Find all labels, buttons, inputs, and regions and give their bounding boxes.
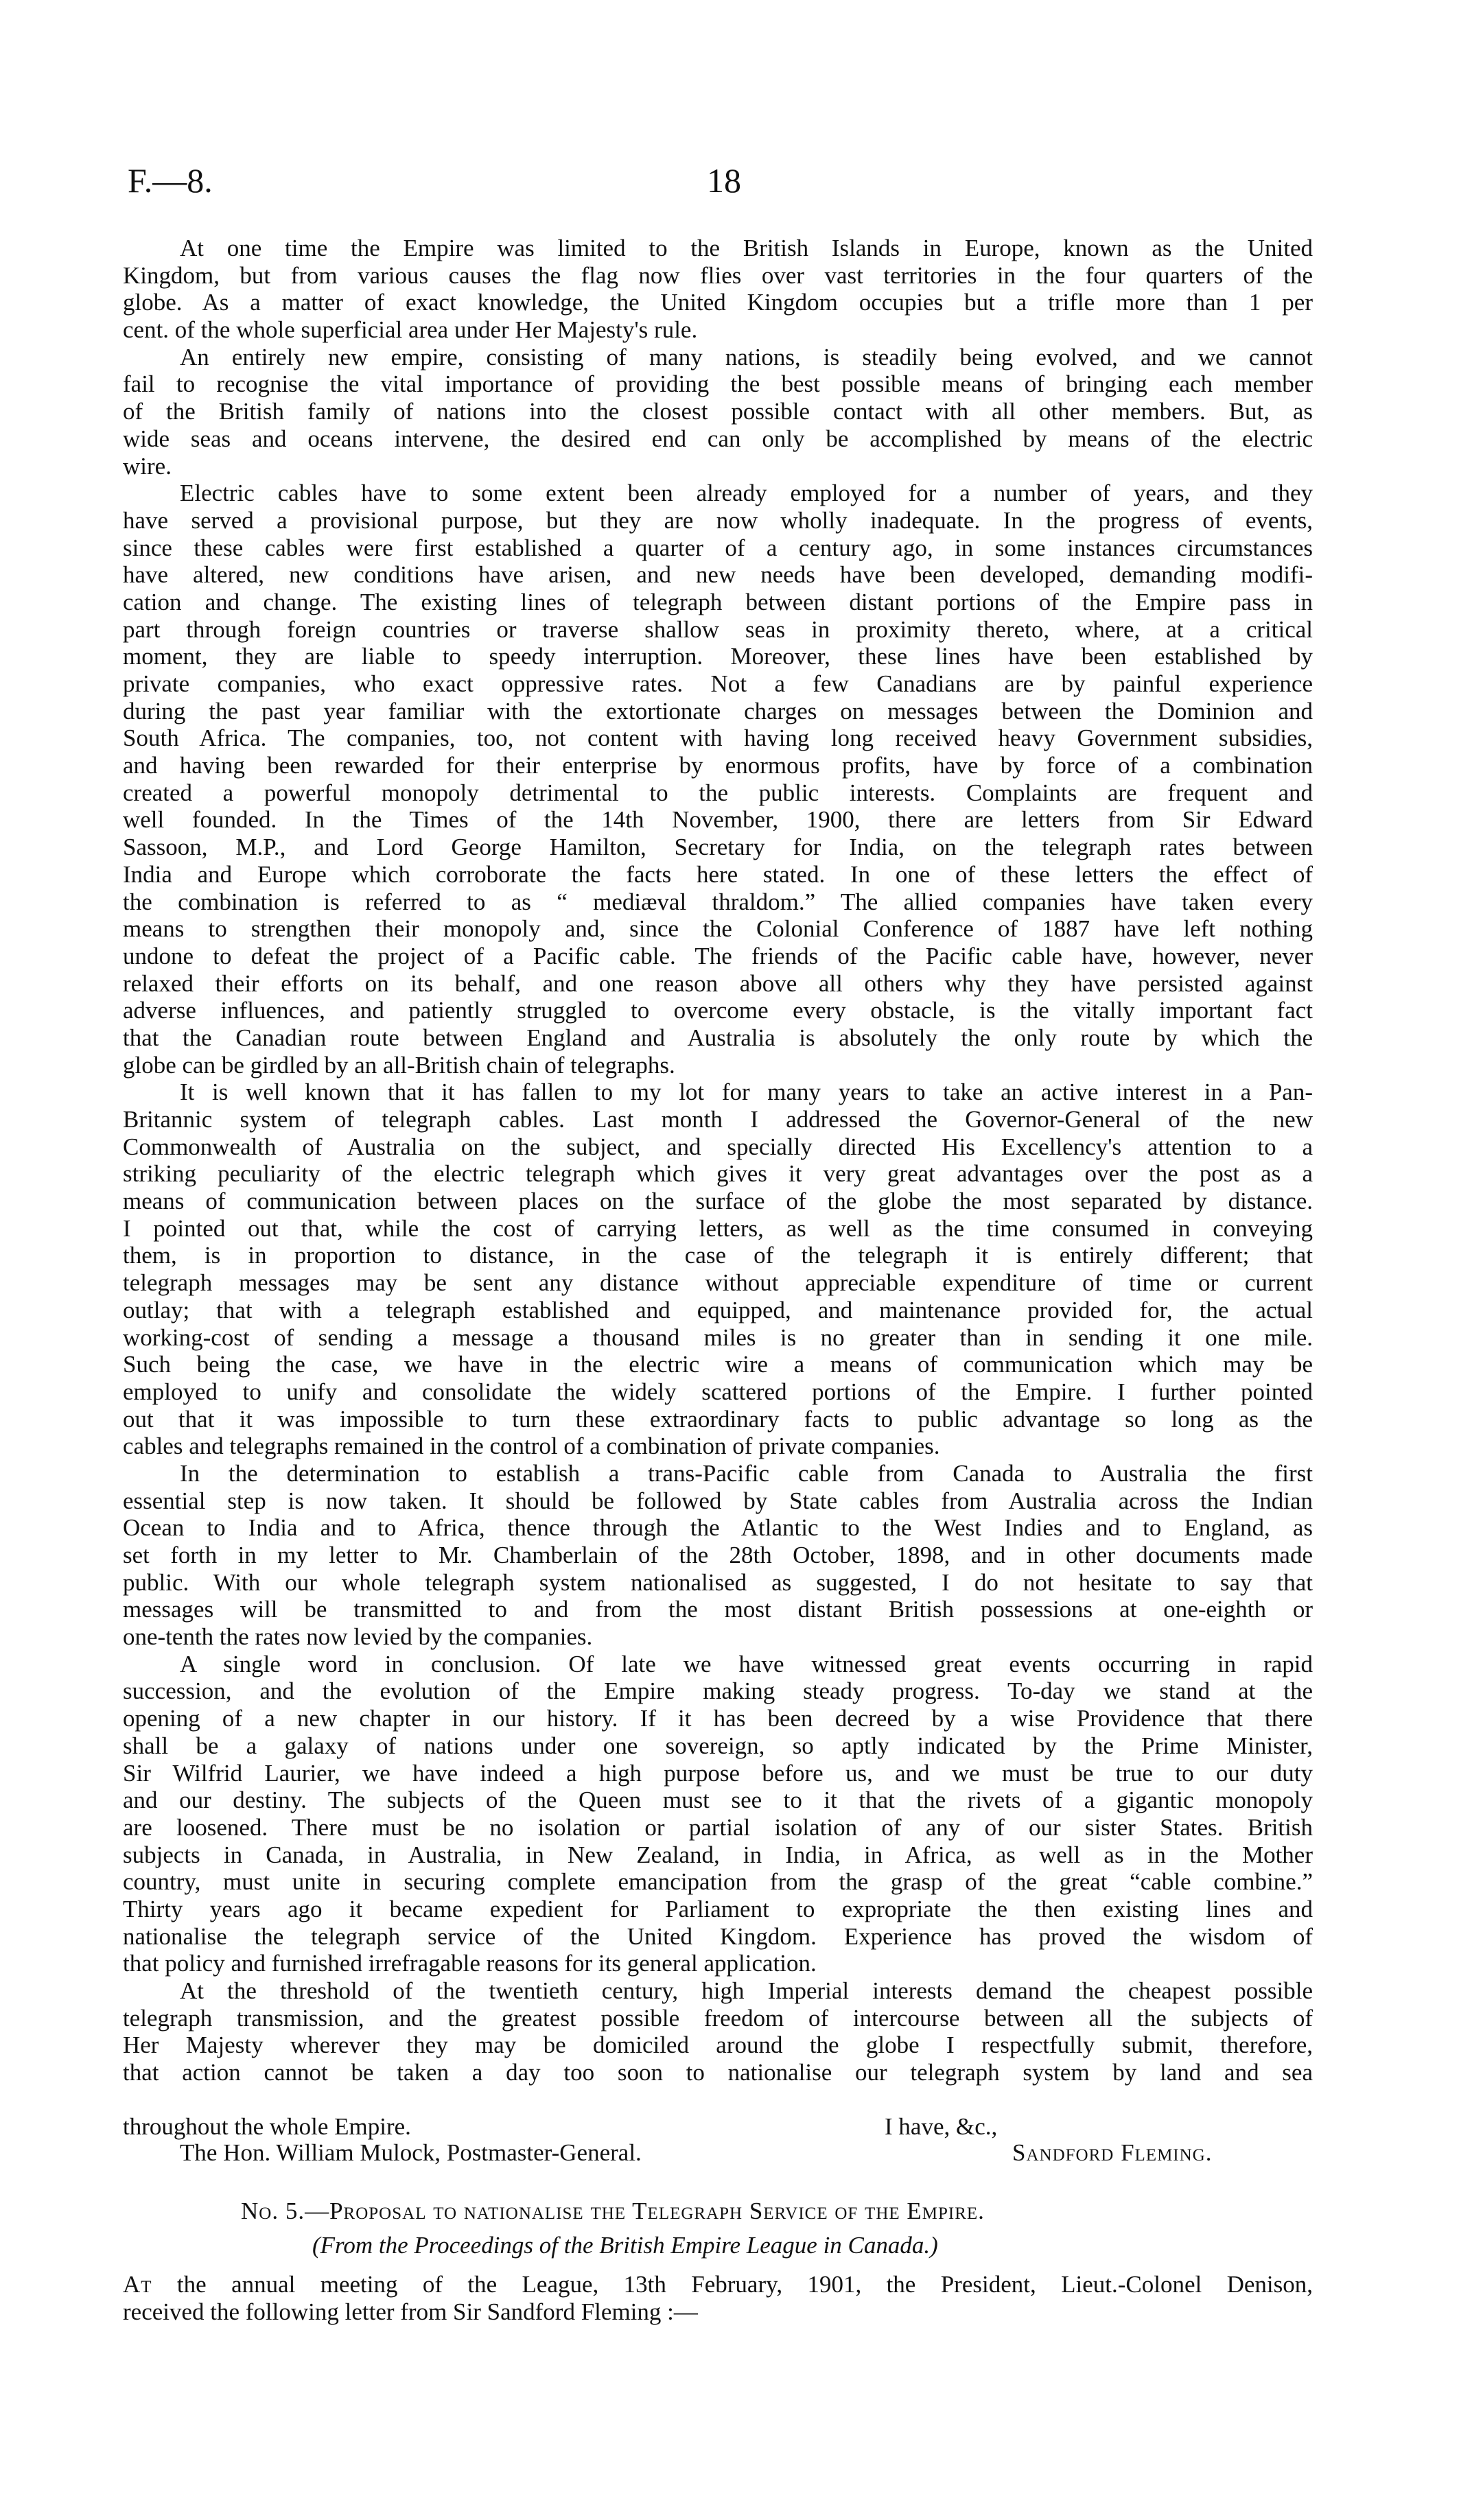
text-line: Commonwealth of Australia on the subject, and specially directed His Excellency's attention to a xyxy=(123,1133,1313,1160)
text-line: At the threshold of the twentieth century, high Imperial interests demand the cheapest possible xyxy=(180,1977,1313,2004)
letter-body xyxy=(123,235,1313,2086)
paragraph xyxy=(123,480,1313,1079)
text-line: striking peculiarity of the electric telegraph which gives it very great advantages over the post as a xyxy=(123,1160,1313,1188)
intro-line-1 xyxy=(123,2271,1313,2298)
text-line: wire. xyxy=(123,452,172,480)
text-line: during the past year familiar with the extortionate charges on messages between the Dominion and xyxy=(123,697,1313,725)
text-line: part through foreign countries or traverse shallow seas in proximity thereto, where, at a critical xyxy=(123,615,1313,643)
text-line: means of communication between places on the surface of the globe the most separated by distance. xyxy=(123,1188,1313,1215)
text-line: It is well known that it has fallen to my lot for many years to take an active interest in a Pan- xyxy=(180,1079,1313,1106)
text-line: fail to recognise the vital importance of providing the best possible means of bringing each member xyxy=(123,370,1313,398)
text-line: well founded. In the Times of the 14th November, 1900, there are letters from Sir Edward xyxy=(123,806,1313,834)
section-heading: No. 5.—Proposal to nationalise the Telegraph Service of the Empire. xyxy=(241,2198,985,2224)
text-line: Kingdom, but from various causes the flag now flies over vast territories in the four quarters of the xyxy=(123,261,1313,289)
text-line: adverse influences, and patiently struggled to overcome every obstacle, is the vitally important fact xyxy=(123,997,1313,1024)
text-line: moment, they are liable to speedy interruption. Moreover, these lines have been established by xyxy=(123,643,1313,670)
text-line: Ocean to India and to Africa, thence through the Atlantic to the West Indies and to England, as xyxy=(123,1514,1313,1542)
text-line: Her Majesty wherever they may be domiciled around the globe I respectfully submit, therefore, xyxy=(123,2032,1313,2059)
text-line: At one time the Empire was limited to the British Islands in Europe, known as the United xyxy=(180,235,1313,261)
page-number: 18 xyxy=(707,161,741,200)
signature: Sandford Fleming. xyxy=(1012,2139,1213,2166)
sign-off: I have, &c., xyxy=(885,2113,998,2140)
text-line: Britannic system of telegraph cables. Last month I addressed the Governor-General of the new xyxy=(123,1106,1313,1133)
text-line: South Africa. The companies, too, not content with having long received heavy Government subsidies, xyxy=(123,725,1313,752)
text-line: wide seas and oceans intervene, the desired end can only be accomplished by means of the electric xyxy=(123,425,1313,452)
paragraph xyxy=(123,1079,1313,1460)
text-line: and having been rewarded for their enterprise by enormous profits, have by force of a combination xyxy=(123,752,1313,779)
paragraph xyxy=(123,1977,1313,2086)
text-line: essential step is now taken. It should be followed by State cables from Australia across the Indian xyxy=(123,1487,1313,1514)
text-line: A single word in conclusion. Of late we have witnessed great events occurring in rapid xyxy=(180,1650,1313,1677)
text-line: of the British family of nations into the closest possible contact with all other members. But, as xyxy=(123,398,1313,425)
text-line: Thirty years ago it became expedient for Parliament to expropriate the then existing lines and xyxy=(123,1895,1313,1922)
text-line: opening of a new chapter in our history. If it has been decreed by a wise Providence that there xyxy=(123,1705,1313,1732)
text-line: cation and change. The existing lines of telegraph between distant portions of the Empire pass in xyxy=(123,588,1313,615)
text-line: that the Canadian route between England and Australia is absolutely the only route by which the xyxy=(123,1024,1313,1051)
text-line: means to strengthen their monopoly and, since the Colonial Conference of 1887 have left nothing xyxy=(123,915,1313,943)
text-line: undone to defeat the project of a Pacific cable. The friends of the Pacific cable have, however, never xyxy=(123,942,1313,969)
paragraph xyxy=(123,344,1313,480)
text-line: one-tenth the rates now levied by the companies. xyxy=(123,1623,593,1651)
text-line: and our destiny. The subjects of the Queen must see to it that the rivets of a gigantic monopoly xyxy=(123,1787,1313,1814)
paragraph xyxy=(123,235,1313,344)
text-line: In the determination to establish a trans-Pacific cable from Canada to Australia the first xyxy=(180,1459,1313,1487)
addressee: The Hon. William Mulock, Postmaster-General. xyxy=(180,2139,642,2166)
text-line: employed to unify and consolidate the widely scattered portions of the Empire. I further pointed xyxy=(123,1378,1313,1405)
text-line: the combination is referred to as “ mediæval thraldom.” The allied companies have taken every xyxy=(123,888,1313,915)
text-line: that action cannot be taken a day too soon to nationalise our telegraph system by land and sea xyxy=(123,2059,1313,2086)
text-line: globe. As a matter of exact knowledge, the United Kingdom occupies but a trifle more than 1 per xyxy=(123,289,1313,316)
section-subheading: (From the Proceedings of the British Empire League in Canada.) xyxy=(312,2232,938,2259)
text-line: Electric cables have to some extent been already employed for a number of years, and they xyxy=(180,480,1313,507)
text-line: have altered, new conditions have arisen, and new needs have been developed, demanding modifi- xyxy=(123,561,1313,589)
closing-last-line: throughout the whole Empire. xyxy=(123,2113,411,2140)
text-line: working-cost of sending a message a thousand miles is no greater than in sending it one mile. xyxy=(123,1323,1313,1351)
document-series-label: F.—8. xyxy=(128,161,213,200)
text-line: subjects in Canada, in Australia, in New Zealand, in India, in Africa, as well as in the Mother xyxy=(123,1841,1313,1868)
text-line: public. With our whole telegraph system nationalised as suggested, I do not hesitate to say that xyxy=(123,1568,1313,1596)
intro-line-1-text: the annual meeting of the League, 13th February, 1901, the President, Lieut.-Colonel Denison, xyxy=(152,2271,1313,2298)
text-line: cables and telegraphs remained in the control of a combination of private companies. xyxy=(123,1433,940,1460)
text-line: globe can be girdled by an all-British chain of telegraphs. xyxy=(123,1051,675,1079)
text-line: that policy and furnished irrefragable reasons for its general application. xyxy=(123,1950,817,1977)
intro-lead: At xyxy=(123,2271,152,2298)
text-line: India and Europe which corroborate the facts here stated. In one of these letters the effect of xyxy=(123,860,1313,888)
text-line: since these cables were first established a quarter of a century ago, in some instances circumstances xyxy=(123,534,1313,561)
text-line: relaxed their efforts on its behalf, and one reason above all others why they have persisted against xyxy=(123,969,1313,997)
text-line: nationalise the telegraph service of the United Kingdom. Experience has proved the wisdom of xyxy=(123,1922,1313,1950)
text-line: An entirely new empire, consisting of many nations, is steadily being evolved, and we cannot xyxy=(180,343,1313,370)
text-line: messages will be transmitted to and from the most distant British possessions at one-eighth or xyxy=(123,1596,1313,1623)
text-line: private companies, who exact oppressive rates. Not a few Canadians are by painful experience xyxy=(123,670,1313,697)
text-line: them, is in proportion to distance, in the case of the telegraph it is entirely different; that xyxy=(123,1242,1313,1269)
text-line: Sassoon, M.P., and Lord George Hamilton, Secretary for India, on the telegraph rates between xyxy=(123,834,1313,861)
paragraph xyxy=(123,1651,1313,1977)
paragraph xyxy=(123,1460,1313,1651)
text-line: telegraph messages may be sent any distance without appreciable expenditure of time or current xyxy=(123,1269,1313,1297)
text-line: I pointed out that, while the cost of carrying letters, as well as the time consumed in conveying xyxy=(123,1214,1313,1242)
text-line: out that it was impossible to turn these extraordinary facts to public advantage so long as the xyxy=(123,1405,1313,1433)
text-line: are loosened. There must be no isolation or partial isolation of any of our sister States. British xyxy=(123,1813,1313,1841)
text-line: set forth in my letter to Mr. Chamberlain of the 28th October, 1898, and in other documents made xyxy=(123,1542,1313,1568)
text-line: shall be a galaxy of nations under one sovereign, so aptly indicated by the Prime Minister, xyxy=(123,1732,1313,1759)
text-line: telegraph transmission, and the greatest possible freedom of intercourse between all the subjects of xyxy=(123,2004,1313,2032)
text-line: have served a provisional purpose, but they are now wholly inadequate. In the progress of events, xyxy=(123,506,1313,534)
text-line: cent. of the whole superficial area under Her Majesty's rule. xyxy=(123,316,698,344)
text-line: Sir Wilfrid Laurier, we have indeed a high purpose before us, and we must be true to our duty xyxy=(123,1759,1313,1787)
text-line: outlay; that with a telegraph established and equipped, and maintenance provided for, the actual xyxy=(123,1296,1313,1323)
text-line: succession, and the evolution of the Empire making steady progress. To-day we stand at the xyxy=(123,1677,1313,1705)
text-line: Such being the case, we have in the electric wire a means of communication which may be xyxy=(123,1351,1313,1378)
text-line: country, must unite in securing complete emancipation from the grasp of the great “cable combine.” xyxy=(123,1868,1313,1896)
intro-line-2: received the following letter from Sir Sandford Fleming :— xyxy=(123,2298,698,2325)
text-line: created a powerful monopoly detrimental to the public interests. Complaints are frequent and xyxy=(123,779,1313,806)
